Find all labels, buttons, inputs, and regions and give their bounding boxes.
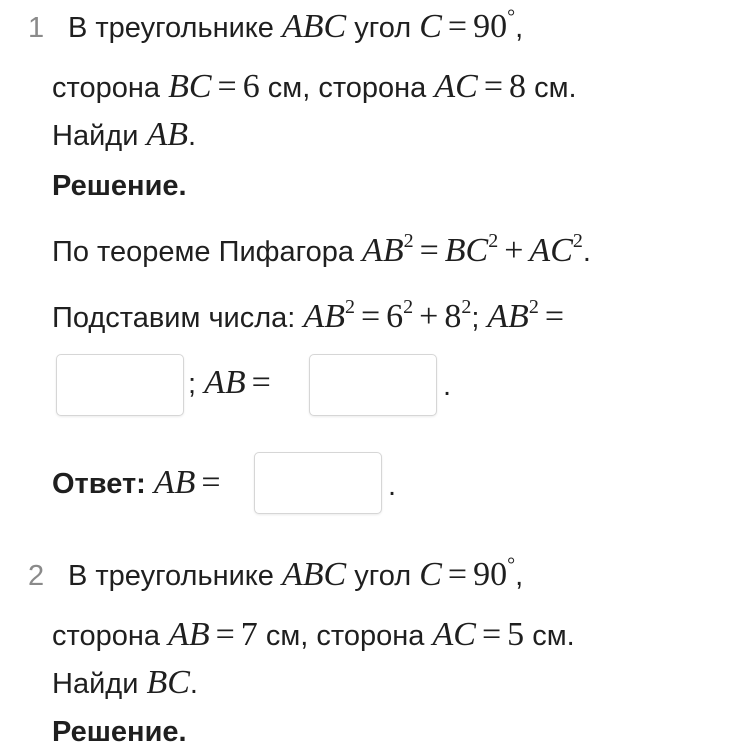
side1-var: AB [168, 616, 210, 653]
solution-label: Решение. [52, 170, 187, 202]
side2-value: 8 [509, 68, 527, 105]
task-question: Найди BC. [52, 664, 198, 701]
ab-squared-field[interactable] [57, 355, 187, 417]
angle-var: C [419, 8, 442, 45]
side2-value: 5 [507, 616, 525, 653]
task-number: 2 [28, 560, 45, 592]
side2-var: AC [432, 616, 476, 653]
task-question: Найди AB. [52, 116, 197, 153]
unit: см [532, 620, 567, 652]
side1-var: BC [168, 68, 212, 105]
angle-value: 90 [473, 556, 508, 593]
angle-value: 90 [473, 8, 508, 45]
degree-sign: ° [507, 6, 516, 28]
side1-value: 6 [242, 68, 260, 105]
theorem-line: По теореме Пифагора $AB^2 = BC^2 + AC^2$. [52, 230, 591, 269]
side-word: сторона [318, 72, 427, 104]
side1-value: 7 [240, 616, 258, 653]
triangle-name: ABC [282, 556, 347, 593]
period: . [443, 370, 452, 402]
subst-text: Подставим числа: [52, 302, 296, 334]
find-text: Найди [52, 668, 139, 700]
statement-text: В треугольнике [68, 12, 274, 44]
unit: см [267, 72, 303, 104]
find-text: Найди [52, 120, 139, 152]
period: . [388, 470, 397, 502]
degree-sign: ° [507, 554, 516, 576]
find-var: BC [146, 664, 190, 701]
substitution-line: Подставим числа: $AB^2 = 6^2 + 8^2$; $AB^2$ = [52, 296, 565, 335]
final-answer-field[interactable] [255, 453, 385, 515]
side-word: сторона [52, 72, 160, 104]
task-statement-line-2: сторона BC = 6 см, сторона AC = 8 см. [52, 68, 577, 105]
answer-input-ab-squared[interactable] [56, 354, 184, 416]
triangle-name: ABC [282, 8, 347, 45]
answer-label: Ответ: [52, 468, 146, 500]
task-statement-line-1: В треугольнике ABC угол C = 90°, [68, 554, 524, 593]
angle-var: C [419, 556, 442, 593]
answer-line: Ответ: AB = [52, 464, 221, 501]
solution-label: Решение. [52, 716, 187, 748]
angle-word: угол [354, 12, 412, 44]
side-word: сторона [316, 620, 425, 652]
task-statement-line-1: В треугольнике ABC угол C = 90°, [68, 6, 524, 45]
final-answer-input[interactable] [254, 452, 382, 514]
theorem-text: По теореме Пифагора [52, 236, 354, 268]
task-number: 1 [28, 12, 45, 44]
angle-word: угол [354, 560, 412, 592]
statement-text: В треугольнике [68, 560, 274, 592]
ab-field[interactable] [310, 355, 440, 417]
find-var: AB [146, 116, 189, 153]
unit: см [265, 620, 301, 652]
ab-equals: ; AB = [188, 364, 271, 401]
side2-var: AC [434, 68, 478, 105]
side-word: сторона [52, 620, 160, 652]
unit: см [534, 72, 569, 104]
task-statement-line-2: сторона AB = 7 см, сторона AC = 5 см. [52, 616, 575, 653]
answer-input-ab[interactable] [309, 354, 437, 416]
